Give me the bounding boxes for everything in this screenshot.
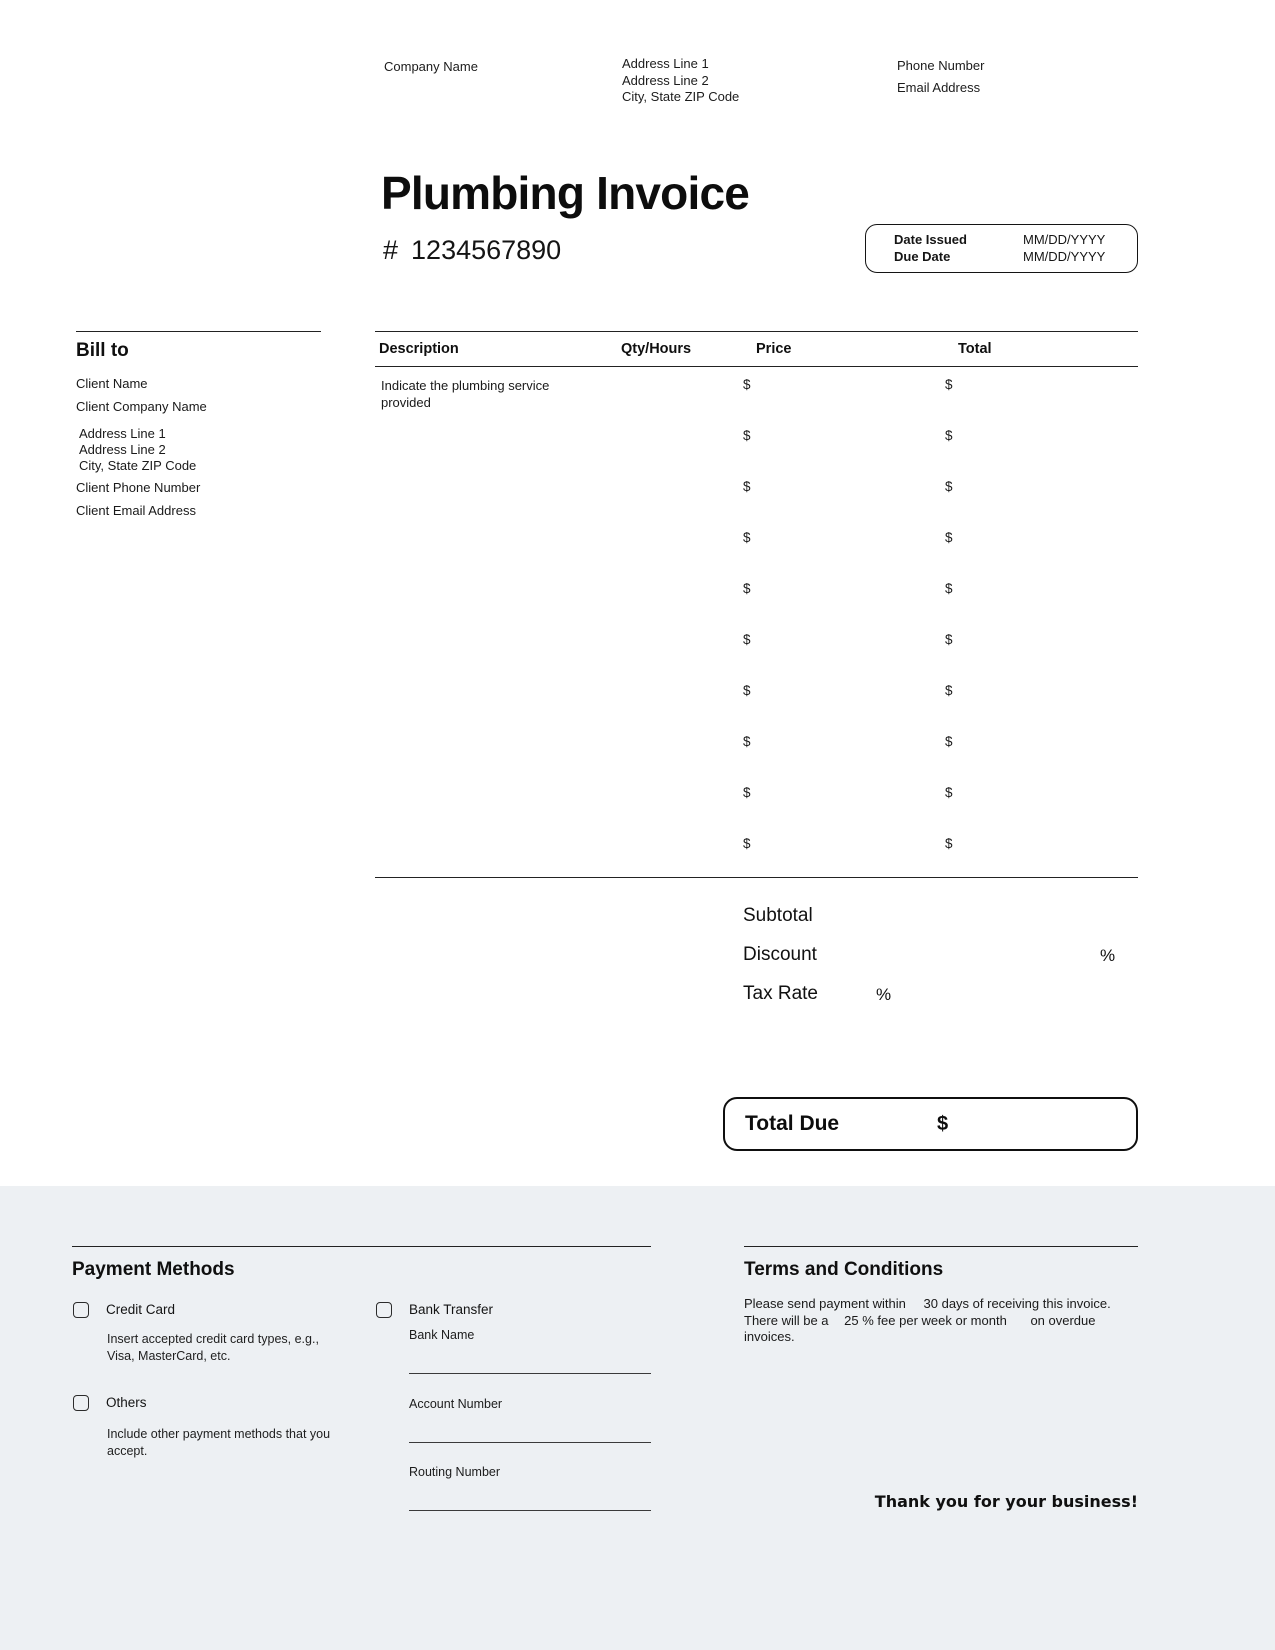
total-due-currency[interactable]: $ <box>937 1112 949 1135</box>
payment-methods-heading: Payment Methods <box>72 1259 235 1280</box>
table-row[interactable] <box>375 673 1138 724</box>
bill-to-divider <box>76 331 321 332</box>
date-issued-label: Date Issued <box>894 232 967 247</box>
row-qty-cell[interactable] <box>621 673 743 724</box>
invoice-table-bottom-line <box>375 877 1138 878</box>
header-description: Description <box>379 341 459 357</box>
row-total-cell[interactable]: $ <box>945 785 953 800</box>
date-issued-row <box>894 232 1123 248</box>
row-price-cell[interactable]: $ <box>743 785 751 800</box>
row-price-cell[interactable]: $ <box>743 836 751 851</box>
table-row[interactable] <box>375 622 1138 673</box>
row-description-cell[interactable] <box>375 826 621 877</box>
credit-card-help-text: Insert accepted credit card types, e.g., Visa, MasterCard, etc. <box>107 1332 319 1363</box>
account-number-input-line[interactable] <box>409 1442 651 1443</box>
terms-segment: on overdue invoices. <box>744 1312 1096 1344</box>
company-name[interactable]: Company Name <box>384 59 478 74</box>
table-row[interactable] <box>375 826 1138 877</box>
bank-transfer-label: Bank Transfer <box>409 1302 494 1317</box>
table-row[interactable] <box>375 469 1138 520</box>
row-description-cell[interactable]: Indicate the plumbing service provided <box>381 378 550 410</box>
client-company-name[interactable]: Client Company Name <box>76 399 207 414</box>
table-row[interactable] <box>375 724 1138 775</box>
row-description-cell[interactable] <box>375 520 621 571</box>
routing-number-label: Routing Number <box>409 1465 501 1479</box>
row-description-cell[interactable] <box>375 724 621 775</box>
tax-rate-label: Tax Rate <box>743 983 818 1004</box>
total-due-label: Total Due <box>745 1112 840 1135</box>
company-city-state-zip[interactable]: City, State ZIP Code <box>622 89 740 104</box>
row-description-cell[interactable] <box>375 673 621 724</box>
terms-period-value[interactable]: week or month <box>921 1312 1007 1328</box>
row-total-cell[interactable]: $ <box>945 377 953 392</box>
row-total-cell[interactable]: $ <box>945 479 953 494</box>
terms-segment: days of receiving this invoice. There will be a <box>744 1296 1111 1328</box>
header-total: Total <box>958 341 992 357</box>
discount-label: Discount <box>743 944 817 965</box>
routing-number-input-line[interactable] <box>409 1510 651 1511</box>
invoice-title: Plumbing Invoice <box>381 167 750 219</box>
subtotal-label: Subtotal <box>743 905 813 926</box>
invoice-table-header <box>375 331 1138 367</box>
credit-card-checkbox[interactable] <box>73 1302 89 1318</box>
table-row[interactable] <box>375 367 1138 418</box>
discount-percent-sign[interactable]: % <box>1100 946 1116 965</box>
terms-days-value[interactable]: 30 <box>923 1296 938 1311</box>
row-qty-cell[interactable] <box>621 520 743 571</box>
credit-card-label: Credit Card <box>106 1302 176 1317</box>
row-description-cell[interactable] <box>375 775 621 826</box>
client-email[interactable]: Client Email Address <box>76 503 196 518</box>
client-address-line1[interactable]: Address Line 1 <box>79 426 166 441</box>
row-qty-cell[interactable] <box>621 826 743 877</box>
row-description-cell[interactable] <box>375 469 621 520</box>
header-price: Price <box>756 341 792 357</box>
invoice-table-body <box>375 367 1138 877</box>
terms-fee-value[interactable]: 25 <box>844 1312 859 1328</box>
row-description-cell[interactable] <box>375 622 621 673</box>
header-qty-hours: Qty/Hours <box>621 341 692 357</box>
row-price-cell[interactable]: $ <box>743 377 751 392</box>
date-box <box>865 224 1138 273</box>
row-qty-cell[interactable] <box>621 622 743 673</box>
bank-name-input-line[interactable] <box>409 1373 651 1374</box>
row-price-cell[interactable]: $ <box>743 734 751 749</box>
others-checkbox[interactable] <box>73 1395 89 1411</box>
row-price-cell[interactable]: $ <box>743 479 751 494</box>
terms-divider <box>744 1246 1138 1247</box>
invoice-number-prefix: # <box>383 235 399 265</box>
company-phone[interactable]: Phone Number <box>897 58 985 73</box>
invoice-number-row <box>383 235 561 266</box>
table-row[interactable] <box>375 775 1138 826</box>
client-phone[interactable]: Client Phone Number <box>76 480 201 495</box>
bill-to-heading: Bill to <box>76 340 129 361</box>
row-qty-cell[interactable] <box>621 367 743 418</box>
company-address-line2[interactable]: Address Line 2 <box>622 72 709 88</box>
due-date-row <box>894 249 1123 265</box>
row-price-cell[interactable]: $ <box>743 530 751 545</box>
row-description-cell[interactable] <box>375 571 621 622</box>
row-description-cell[interactable] <box>375 418 621 469</box>
row-total-cell[interactable]: $ <box>945 734 953 749</box>
others-label: Others <box>106 1395 147 1410</box>
client-address-line2[interactable]: Address Line 2 <box>79 442 166 457</box>
row-qty-cell[interactable] <box>621 571 743 622</box>
company-email[interactable]: Email Address <box>897 79 981 95</box>
date-issued-value[interactable]: MM/DD/YYYY <box>1023 232 1106 247</box>
row-qty-cell[interactable] <box>621 418 743 469</box>
row-total-cell[interactable]: $ <box>945 428 953 443</box>
invoice-table <box>375 331 1138 878</box>
terms-heading: Terms and Conditions <box>744 1259 944 1280</box>
terms-text <box>744 1296 1144 1346</box>
others-help-text: Include other payment methods that you accept. <box>107 1427 331 1458</box>
client-city-state-zip[interactable]: City, State ZIP Code <box>79 458 197 473</box>
thank-you-message: Thank you for your business! <box>874 1492 1138 1511</box>
payment-methods-divider <box>72 1246 651 1247</box>
footer-section <box>0 1186 1275 1650</box>
due-date-value[interactable]: MM/DD/YYYY <box>1023 249 1106 264</box>
row-total-cell[interactable]: $ <box>945 632 953 647</box>
row-total-cell[interactable]: $ <box>945 530 953 545</box>
client-name[interactable]: Client Name <box>76 376 148 391</box>
company-address-block <box>622 56 739 106</box>
row-price-cell[interactable]: $ <box>743 581 751 596</box>
tax-percent-sign[interactable]: % <box>876 985 892 1004</box>
bank-name-label: Bank Name <box>409 1328 475 1342</box>
row-price-cell[interactable]: $ <box>743 428 751 443</box>
row-price-cell[interactable]: $ <box>743 683 751 698</box>
account-number-label: Account Number <box>409 1397 503 1411</box>
company-address-line1[interactable]: Address Line 1 <box>622 56 709 71</box>
terms-segment: Please send payment within <box>744 1296 906 1311</box>
table-row[interactable] <box>375 418 1138 469</box>
company-contact-block <box>897 55 984 98</box>
row-total-cell[interactable]: $ <box>945 836 953 851</box>
terms-segment: % fee per <box>862 1312 918 1328</box>
table-row[interactable] <box>375 571 1138 622</box>
row-qty-cell[interactable] <box>621 724 743 775</box>
bank-transfer-checkbox[interactable] <box>376 1302 392 1318</box>
row-qty-cell[interactable] <box>621 469 743 520</box>
table-row[interactable] <box>375 520 1138 571</box>
due-date-label: Due Date <box>894 249 951 264</box>
invoice-number[interactable]: 1234567890 <box>411 235 562 265</box>
row-total-cell[interactable]: $ <box>945 581 953 596</box>
row-qty-cell[interactable] <box>621 775 743 826</box>
row-price-cell[interactable]: $ <box>743 632 751 647</box>
total-due-box <box>723 1097 1138 1151</box>
row-total-cell[interactable]: $ <box>945 683 953 698</box>
